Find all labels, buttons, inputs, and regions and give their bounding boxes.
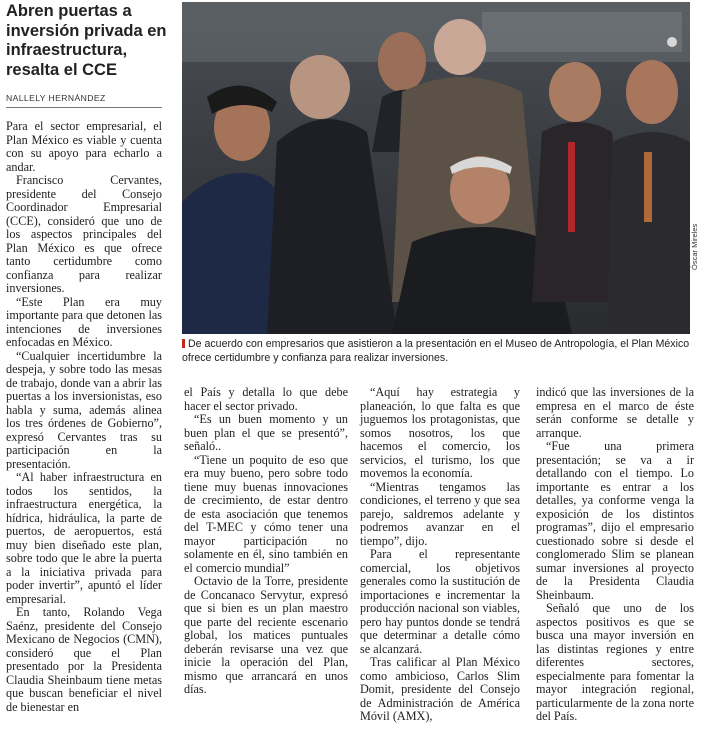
paragraph: Para el sector empresarial, el Plan México es viable y cuenta con su apoyo para echarlo a andar. bbox=[6, 119, 162, 174]
paragraph: Tras calificar al Plan México como ambicioso, Carlos Slim Domit, presidente del Consejo de Administración de América Móvil (AMX), bbox=[360, 655, 520, 723]
photo-illustration bbox=[182, 2, 690, 334]
paragraph: Señaló que uno de los aspectos positivos es que se busca una mayor inversión en las distintas regiones y entre diferentes sectores, especialmente para fomentar la mayor integración regional, particularmente de la zona norte del País. bbox=[536, 601, 694, 723]
paragraph: Octavio de la Torre, presidente de Concanaco Servytur, expresó que si bien es un plan maestro que parte del reciente escenario global, los matices puntuales deberán revisarse una vez que inicie la operación del Plan, mismo que arrancará en unos días. bbox=[184, 574, 348, 696]
article-column-1 bbox=[6, 120, 162, 714]
paragraph: “Cualquier incertidumbre la despeja, y sobre todo las mesas de trabajo, donde van a abrir las puertas a los inversionistas, eso habla y suma, además alinea los tres órdenes de Gobierno”, expresó Cervantes tras su participación en la presentación. bbox=[6, 348, 163, 471]
paragraph: “Este Plan era muy importante para que detonen las intenciones de inversiones enfocadas en México. bbox=[6, 294, 162, 349]
paragraph: Francisco Cervantes, presidente del Consejo Coordinador Empresarial (CCE), consideró que uno de los aspectos principales del Plan México es que ofrece tanto certidumbre como confianza para realizar inversiones. bbox=[6, 173, 162, 295]
paragraph: Para el representante comercial, los objetivos generales como la sustitución de importaciones e incrementar la producción nacional son viables, pero hay puntos donde se tendrá que determinar a detalle cómo se alcanzará. bbox=[360, 547, 520, 656]
paragraph: “Mientras tengamos las condiciones, el terreno y que sea parejo, saldremos adelante y podremos avanzar en el tiempo”, dijo. bbox=[360, 479, 520, 548]
article-column-4 bbox=[536, 386, 694, 724]
paragraph: indicó que las inversiones de la empresa en el marco de éste serán conforme se detalle y arranque. bbox=[536, 385, 694, 440]
photo-credit: Óscar Mireles bbox=[690, 223, 699, 270]
paragraph: “Al haber infraestructura en todos los sentidos, la infraestructura energética, la hídrica, hidráulica, la parte de puertos, de aeropuertos, está muy bien diseñado este plan, sobre todo que le abre la puerta a la iniciativa privada para poder invertir”, apuntó el líder empresarial. bbox=[6, 470, 162, 606]
paragraph: En tanto, Rolando Vega Saénz, presidente del Consejo Mexicano de Negocios (CMN), consideró que el Plan presentado por la Presidenta Claudia Sheinbaum tiene metas que buscan beneficiar el nivel de bienestar en bbox=[6, 605, 162, 714]
byline-divider bbox=[6, 107, 162, 108]
caption-text: De acuerdo con empresarios que asistieron a la presentación en el Museo de Antropología, el Plan México ofrece certidumbre y confianza para realizar inversiones. bbox=[182, 338, 690, 365]
photo-caption bbox=[182, 337, 694, 366]
paragraph: “Tiene un poquito de eso que era muy bueno, pero sobre todo tiene muy buenas innovaciones de crecimiento, de estar dentro de esta asociación que tenemos del T-MEC y cómo tener una mayor participación no solamente en él, sino también en el comercio mundial” bbox=[184, 452, 348, 575]
paragraph: el País y detalla lo que debe hacer el sector privado. bbox=[184, 385, 348, 413]
article-column-3 bbox=[360, 386, 520, 724]
paragraph: “Es un buen momento y un buen plan el que se presentó”, señaló.. bbox=[184, 412, 348, 453]
byline: NALLELY HERNÁNDEZ bbox=[6, 93, 106, 103]
paragraph: “Fue una primera presentación; se va a ir detallando con el tiempo. Lo importante es entrar a los detalles, ya conforme venga la exposición de los distintos programas”, dijo el empresario cuestionado sobre si desde el conglomerado Slim se planean sumar inversiones al proyecto de la Presidenta Claudia Sheinbaum. bbox=[536, 439, 694, 602]
article-headline: Abren puertas a inversión privada en infraestructura, resalta el CCE bbox=[6, 2, 167, 79]
news-photo bbox=[182, 2, 690, 334]
article-column-2 bbox=[184, 386, 348, 697]
caption-marker bbox=[182, 339, 185, 348]
paragraph: “Aquí hay estrategia y planeación, lo que falta es que juguemos los protagonistas, que somos nosotros, los que hacemos el comercio, los servicios, el turismo, los que movemos la economía. bbox=[360, 385, 520, 480]
